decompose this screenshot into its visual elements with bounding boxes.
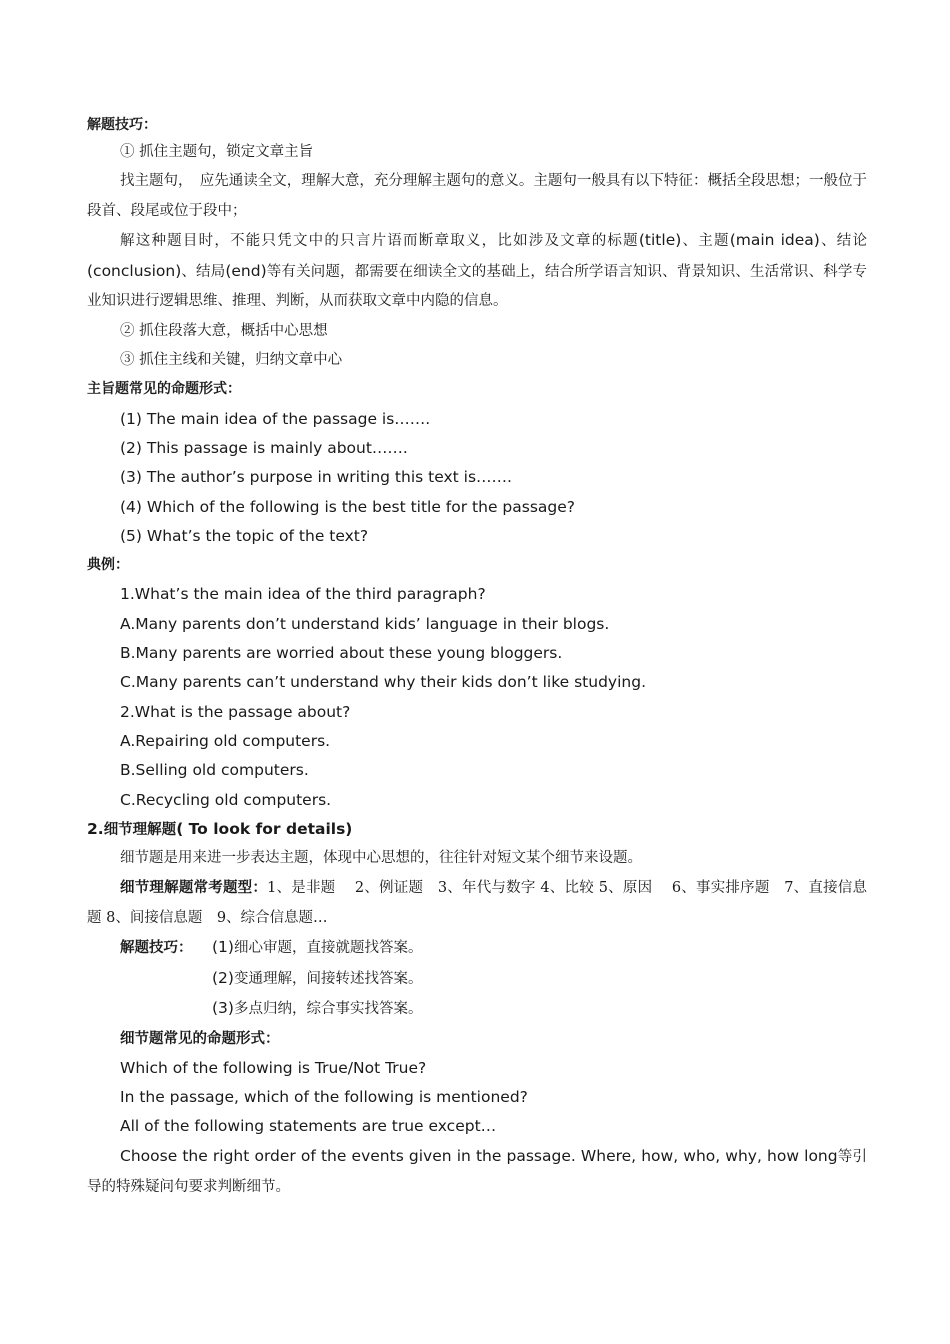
example-question: 2.What is the passage about? <box>120 702 351 721</box>
examples-list <box>87 580 867 814</box>
detail-intro: 细节题是用来进一步表达主题，体现中心思想的，往往针对短文某个细节来设题。 <box>120 850 642 867</box>
paragraph-main-sentence: 找主题句， 应先通读全文，理解大意，充分理解主题句的意义。主题句一般具有以下特征：概括全段思想；一般位于段首、段尾或位于段中； <box>87 173 867 219</box>
last-paragraph: Choose the right order of the events given in the passage. Where, how, who, why, how long等引导的特殊疑问句要求判断细节。 <box>87 1146 868 1196</box>
list-item: (4) Which of the following is the best title for the passage? <box>120 497 576 516</box>
list-item: (2) This passage is mainly about……. <box>120 438 408 457</box>
detail-tip-1: 解题技巧： (1)细心审题，直接就题找答案。 <box>120 938 423 957</box>
example-question: 1.What’s the main idea of the third paragraph? <box>120 585 486 604</box>
tip-2: ② 抓住段落大意，概括中心思想 <box>120 322 328 339</box>
section-2-heading: 2.细节理解题( To look for details) <box>87 819 353 838</box>
document-page <box>87 112 867 1203</box>
tips-heading: 解题技巧： <box>87 117 157 133</box>
detail-forms-list <box>87 1054 867 1142</box>
detail-types: 细节理解题常考题型：1、是非题 2、例证题 3、年代与数字 4、比较 5、原因 6、事实排序题 7、直接信息题 8、间接信息题 9、综合信息题… <box>87 879 868 926</box>
example-option: C.Recycling old computers. <box>120 790 332 809</box>
paragraph-solving-method: 解这种题目时，不能只凭文中的只言片语而断章取义，比如涉及文章的标题(title)、主题(main idea)、结论(conclusion)、结局(end)等有关问题，都需要在细读全文的基础上，结合所学语言知识、背景知识、生活常识、科学专业知识进行逻辑思维、推理、判断，从而获取文章中内隐的信息。 <box>87 231 868 310</box>
list-item: (1) The main idea of the passage is……. <box>120 409 431 428</box>
list-item: In the passage, which of the following is mentioned? <box>120 1087 528 1106</box>
list-item: All of the following statements are true except… <box>120 1117 497 1136</box>
examples-heading: 典例： <box>87 557 129 574</box>
tip-3: ③ 抓住主线和关键，归纳文章中心 <box>120 352 343 369</box>
detail-tip-3: (3)多点归纳，综合事实找答案。 <box>212 999 423 1018</box>
list-item: Which of the following is True/Not True? <box>120 1058 427 1077</box>
detail-tip-2: (2)变通理解，间接转述找答案。 <box>212 968 423 987</box>
tip-1: ① 抓住主题句，锁定文章主旨 <box>120 144 314 160</box>
forms-list <box>87 405 867 551</box>
example-option: C.Many parents can’t understand why their kids don’t like studying. <box>120 673 646 692</box>
detail-forms-heading: 细节题常见的命题形式： <box>120 1030 280 1048</box>
example-option: B.Selling old computers. <box>120 761 309 780</box>
list-item: (5) What’s the topic of the text? <box>120 526 369 545</box>
example-option: B.Many parents are worried about these young bloggers. <box>120 644 563 663</box>
forms-heading: 主旨题常见的命题形式： <box>87 381 241 398</box>
example-option: A.Repairing old computers. <box>120 731 331 750</box>
list-item: (3) The author’s purpose in writing this text is……. <box>120 468 512 487</box>
example-option: A.Many parents don’t understand kids’ language in their blogs. <box>120 614 610 633</box>
